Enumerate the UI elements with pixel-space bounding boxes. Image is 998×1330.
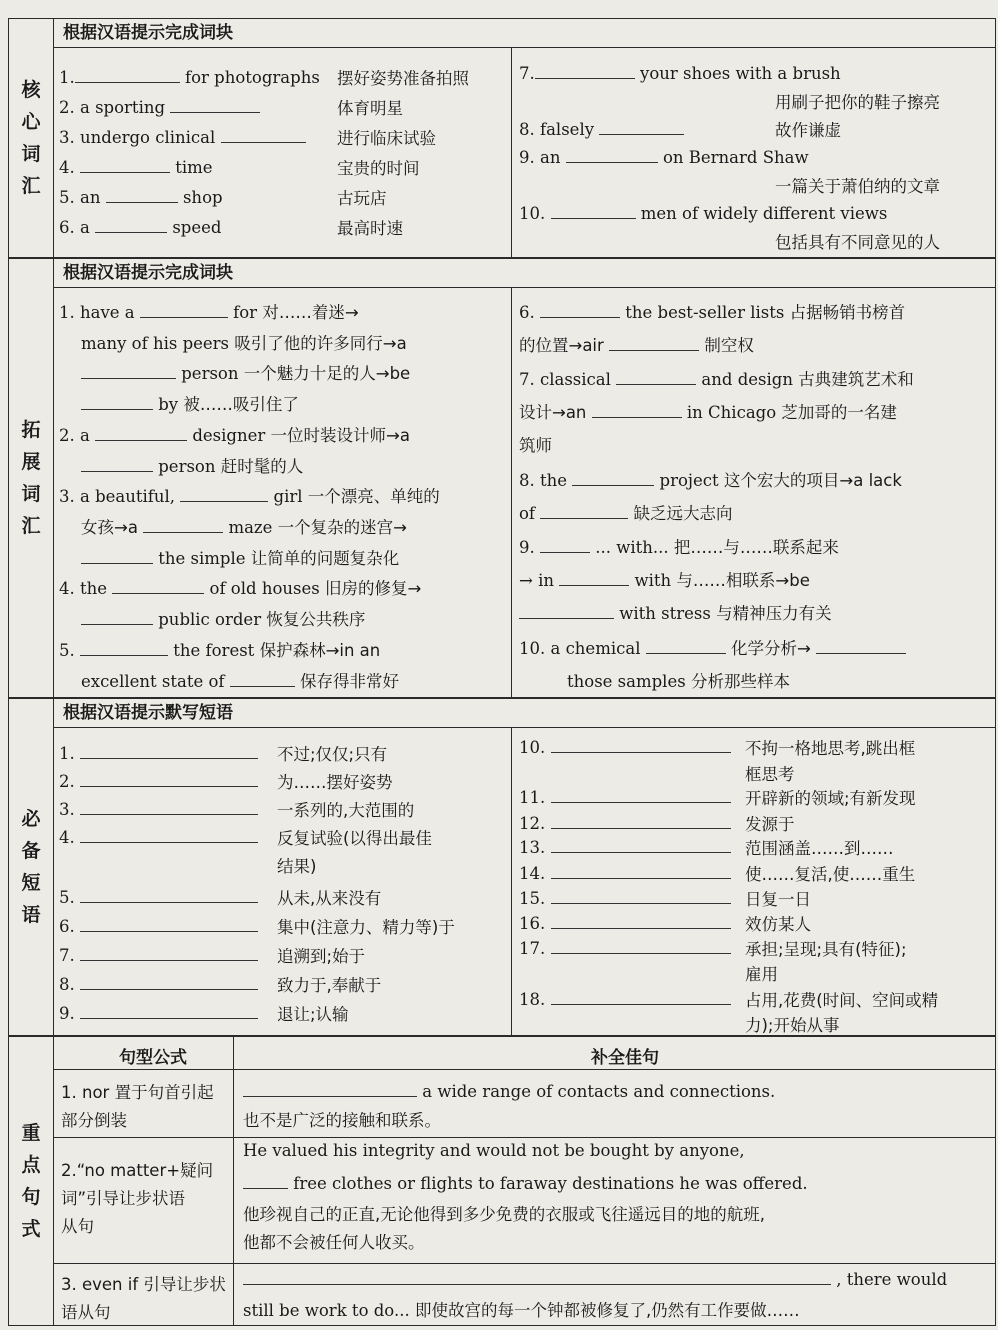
item-9: 9. ... with... 把……与……联系起来 (519, 534, 839, 558)
column-divider (511, 287, 512, 697)
pattern-column: 1. nor 置于句首引起 部分倒装 2.“no matter+疑问 词”引导让步状语 从句 3. even if 引导让步状 语从句 (61, 1083, 226, 1322)
item-8: 8. the project 这个宏大的项目→a lack (519, 467, 902, 491)
item-3: 3. a beautiful, girl 一个漂亮、单纯的 (59, 483, 440, 507)
right-column: 10. 不拘一格地思考,跳出框 框思考 11. 开辟新的领域;有新发现 12. 发源于 13. 范围涵盖……到…… 14. 使……复活,使……重生 15. 日复一日 16. 效仿某人 17. 承担;呈现;具有(特征); 雇用 18. 占用,花费(时间、空间或精 力);开始从事 (519, 729, 991, 1035)
row-divider (511, 727, 995, 728)
item-5: 5. an shop (59, 185, 223, 207)
item-6: 6. the best-seller lists 占据畅销书榜首 (519, 299, 905, 323)
item-1: 1. have a for 对……着迷→ (59, 299, 359, 323)
section-heading: 根据汉语提示默写短语 (53, 699, 511, 728)
left-column: 1. for photographs 摆好姿势准备拍照 2. a sporting 体育明星 3. undergo clinical 进行临床试验 4. time 宝贵的时间 5. an shop 古玩店 6. a speed 最高时速 (59, 49, 509, 259)
header-complete: 补全佳句 (591, 1048, 659, 1068)
item-4: 4. the of old houses 旧房的修复→ (59, 575, 421, 599)
column-divider (233, 1037, 234, 1325)
side-label-key-sentences: 重 点 句 式 (9, 1037, 54, 1325)
side-label-core-vocab: 核 心 词 汇 (9, 19, 54, 257)
section-extended-vocab (8, 258, 996, 698)
item-1: 1. for photographs (59, 65, 320, 87)
side-label-essential-phrases: 必 备 短 语 (9, 699, 54, 1035)
column-divider (511, 727, 512, 1035)
item-6: 6. a speed (59, 215, 221, 237)
sentence-column: a wide range of contacts and connections. 也不是广泛的接触和联系。 He valued his integrity and would not be bought by anyone, free clothes or flights to faraway destinations he was offered. 他珍视自己的正直,无论他得到多少免费的衣服或飞往遥远目的地的航班, 他都不会被任何人收买。 , there would still be work to do... 即使故宫的每一个钟都被修复了,仍然有工作要做…… (243, 1069, 989, 1327)
section-essential-phrases (8, 698, 996, 1036)
item-4: 4. time (59, 155, 213, 177)
left-column: 1. have a for 对……着迷→ many of his peers 吸引了他的许多同行→a person 一个魅力十足的人→be by 被……吸引住了 2. a designer 一位时装设计师→a person 赶时髦的人 3. a beautiful, girl 一个漂亮、单纯的 女孩→a maze 一个复杂的迷宫→ the simple 让简单的问题复杂化 4. the of old houses 旧房的修复→ public order 恢复公共秩序 5. the forest 保护森林→in an excellent state of 保存得非常好 (59, 287, 509, 699)
item-10: 10. men of widely different views (519, 201, 887, 223)
item-2: 2. a sporting (59, 95, 260, 117)
side-label-extended-vocab: 拓 展 词 汇 (9, 259, 54, 697)
item-9: 9. an on Bernard Shaw (519, 145, 809, 167)
section-heading: 根据汉语提示完成词块 (53, 19, 511, 48)
item-3: 3. undergo clinical (59, 125, 306, 147)
item-8: 8. falsely (519, 117, 684, 139)
header-pattern: 句型公式 (119, 1048, 187, 1068)
section-heading: 根据汉语提示完成词块 (53, 259, 995, 288)
section-core-vocab (8, 18, 996, 258)
right-column: 6. the best-seller lists 占据畅销书榜首 的位置→air 制空权 7. classical and design 古典建筑艺术和 设计→an in Chicago 芝加哥的一名建 筑师 8. the project 这个宏大的项目→a lack of 缺乏远大志向 9. ... with... 把……与……联系起来 → in with 与……相联系→be with stress 与精神压力有关 10. a chemical 化学分析→ those samples 分析那些样本 (519, 287, 991, 699)
item-7: 7. classical and design 古典建筑艺术和 (519, 366, 914, 390)
column-divider (511, 47, 512, 257)
item-5: 5. the forest 保护森林→in an (59, 637, 380, 661)
left-column: 1. 不过;仅仅;只有 2. 为……摆好姿势 3. 一系列的,大范围的 4. 反复试验(以得出最佳 结果) 5. 从未,从来没有 6. 集中(注意力、精力等)于 7. 追溯到;始于 8. 致力于,奉献于 9. 退让;认输 (59, 729, 509, 1035)
item-2: 2. a designer 一位时装设计师→a (59, 422, 410, 446)
right-column: 7. your shoes with a brush 用刷子把你的鞋子擦亮 8. falsely 故作谦虚 9. an on Bernard Shaw 一篇关于萧伯纳的文章 10. men of widely different views 包括具有不同意见的人 (519, 19, 991, 259)
item-10: 10. a chemical 化学分析→ (519, 635, 906, 659)
section-key-sentences (8, 1036, 996, 1326)
item-7: 7. your shoes with a brush (519, 61, 841, 83)
